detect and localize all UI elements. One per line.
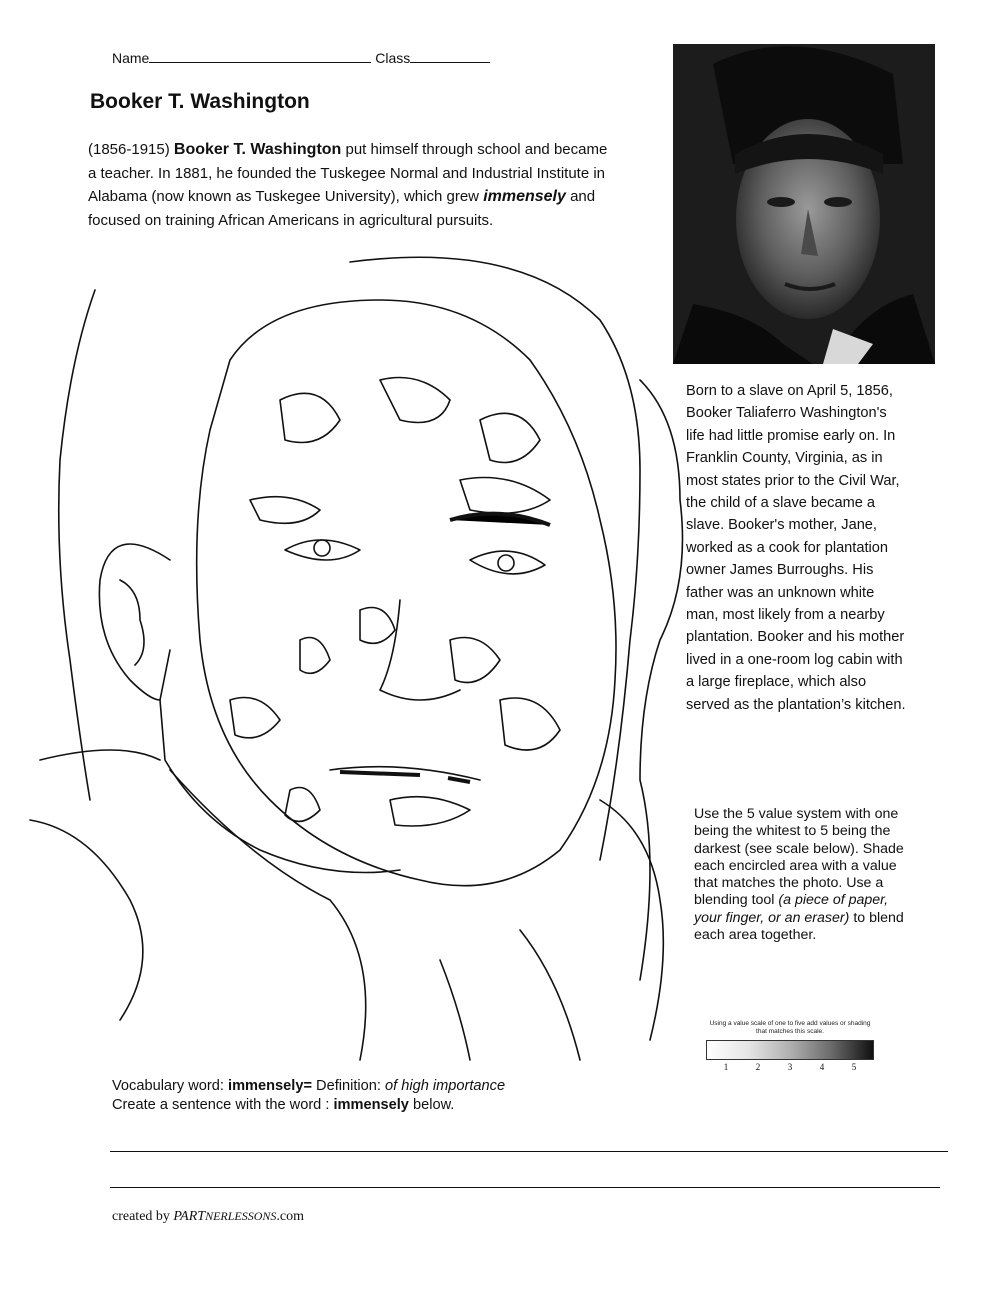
page-title: Booker T. Washington (90, 90, 310, 113)
vocabulary-section (112, 1077, 505, 1115)
name-label: Name (112, 50, 150, 66)
vocab-prefix: Vocabulary word: (112, 1078, 224, 1094)
credit-brand (173, 1209, 276, 1224)
shading-instructions (694, 806, 914, 944)
value-scale-bar (706, 1040, 874, 1060)
value-scale-number: 1 (723, 1062, 729, 1072)
intro-text-b: and focused on training African Americans in agricultural pursuits. (88, 188, 596, 229)
neck (170, 770, 366, 1060)
value-scale-number: 4 (819, 1062, 825, 1072)
class-label: Class (375, 50, 411, 66)
credit-prefix: created by (112, 1209, 170, 1224)
value-scale-number: 2 (755, 1062, 761, 1072)
left-eye (285, 540, 360, 560)
instructions-part1: Use the 5 value system with one being the whitest to 5 being the darkest (see scale below). Shade each encircled area with a value that matches the photo. Use a blending tool (694, 806, 904, 909)
jaw-line (160, 700, 400, 873)
value-scale (706, 1020, 874, 1072)
instructions-italic: (a piece of paper, your finger, or an eraser) (694, 892, 889, 926)
ear (99, 544, 170, 700)
vocabulary-line (112, 1077, 505, 1096)
intro-name: Booker T. Washington (173, 141, 342, 158)
vocab-definition: of high importance (385, 1078, 506, 1094)
intro-dates: (1856-1915) (88, 141, 170, 158)
sentence-suffix: below. (412, 1097, 455, 1113)
vocab-def-label: Definition: (316, 1078, 381, 1094)
value-scale-number: 5 (851, 1062, 857, 1072)
value-scale-numbers (706, 1062, 874, 1072)
vocab-word: immensely= (228, 1078, 312, 1094)
credit-brand-part1: PART (173, 1209, 206, 1224)
value-scale-caption: Using a value scale of one to five add values or shading that matches this scale. (709, 1020, 871, 1035)
left-contour (59, 290, 95, 800)
credit-brand-part2: NERLESSONS (205, 1209, 277, 1223)
sentence-word: immensely (333, 1097, 409, 1113)
intro-text-a: put himself through school and became a teacher. In 1881, he founded the Tuskegee Normal and Industrial Institute in Alabama (now known as Tuskegee University), which grew (88, 141, 608, 205)
right-contour (640, 380, 683, 980)
nose (380, 600, 460, 700)
value-scale-number: 3 (787, 1062, 793, 1072)
biography-text: Born to a slave on April 5, 1856, Booker Taliaferro Washington's life had little promise early on. In Franklin County, Virginia, as in most states prior to the Civil War, the child of a slave became a slave. Booker's mother, Jane, worked as a cook for plantation owner James Burroughs. His father was an unknown white man, most likely from a nearby plantation. Booker and his mother lived in a one-room log cabin with a large fireplace, which also served as the plantation’s kitchen. (686, 383, 906, 713)
credit-line (112, 1209, 304, 1225)
instructions-part2: to blend each area together. (694, 909, 904, 944)
sentence-prompt (112, 1096, 505, 1115)
credit-suffix: .com (276, 1209, 305, 1224)
answer-line-2[interactable] (110, 1187, 940, 1188)
intro-emphasis-word: immensely (483, 188, 566, 205)
sentence-prefix: Create a sentence with the word : (112, 1097, 330, 1113)
halo-contour (350, 257, 640, 860)
answer-line-1[interactable] (110, 1151, 948, 1152)
